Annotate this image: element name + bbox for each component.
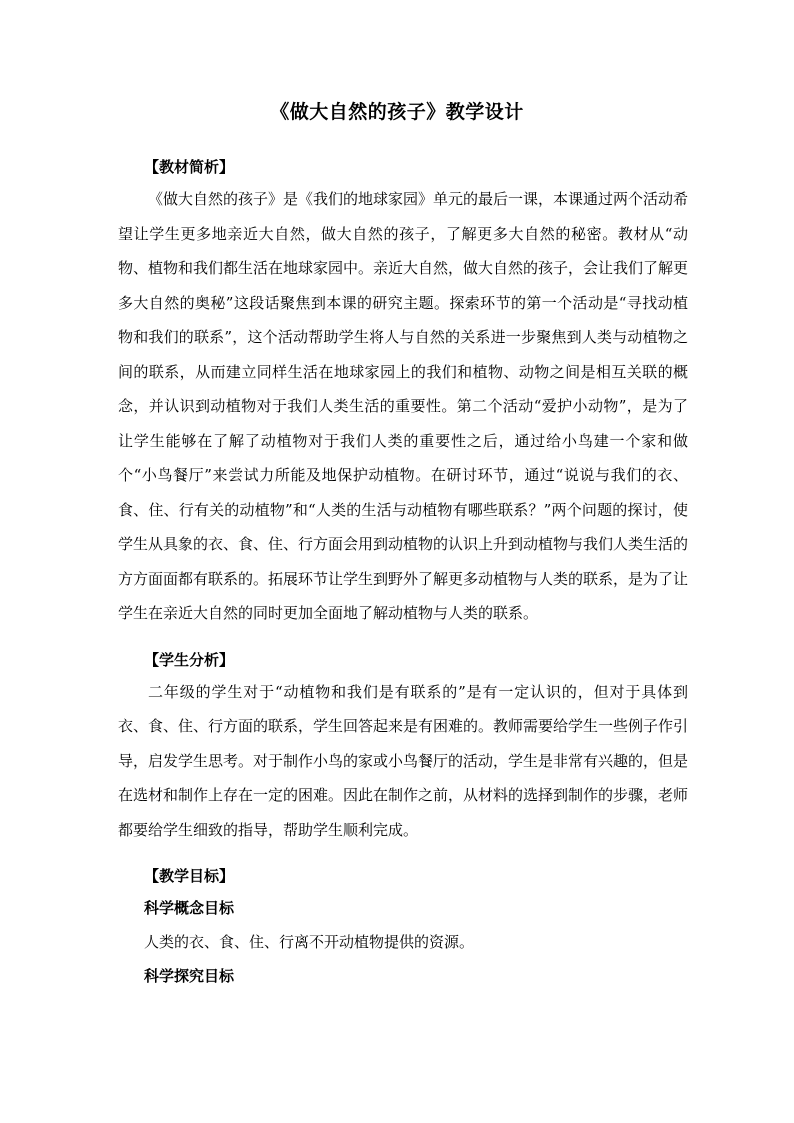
student-analysis-paragraph: 二年级的学生对于“动植物和我们是有联系的”是有一定认识的，但对于具体到衣、食、住、行方面的联系，学生回答起来是有困难的。教师需要给学生一些例子作引导，启发学生思考。对于制作小鸟的家或小鸟餐厅的活动，学生是非常有兴趣的，但是在选材和制作上存在一定的困难。因此在制作之前，从材料的选择到制作的步骤，老师都要给学生细致的指导，帮助学生顺利完成。 xyxy=(118,682,689,839)
concept-goal-heading: 科学概念目标 xyxy=(144,899,235,917)
textbook-analysis-paragraph: 《做大自然的孩子》是《我们的地球家园》单元的最后一课，本课通过两个活动希望让学生更多地亲近大自然，做大自然的孩子，了解更多大自然的秘密。教材从“动物、植物和我们都生活在地球家园中。亲近大自然，做大自然的孩子，会让我们了解更多大自然的奥秘”这段话聚焦到本课的研究主题。探索环节的第一个活动是“寻找动植物和我们的联系”，这个活动帮助学生将人与自然的关系进一步聚焦到人类与动植物之间的联系，从而建立同样生活在地球家园上的我们和植物、动物之间是相互关联的概念，并认识到动植物对于我们人类生活的重要性。第二个活动“爱护小动物”，是为了让学生能够在了解了动植物对于我们人类的重要性之后，通过给小鸟建一个家和做个“小鸟餐厅”来尝试力所能及地保护动植物。在研讨环节，通过“说说与我们的衣、食、住、行有关的动植物”和“人类的生活与动植物有哪些联系？”两个问题的探讨，使学生从具象的衣、食、住、行方面会用到动植物的认识上升到动植物与我们人类生活的方方面面都有联系的。拓展环节让学生到野外了解更多动植物与人类的联系，是为了让学生在亲近大自然的同时更加全面地了解动植物与人类的联系。 xyxy=(118,190,689,622)
section-heading-student-analysis: 【学生分析】 xyxy=(144,650,235,669)
document-body xyxy=(118,152,688,993)
concept-goal-text: 人类的衣、食、住、行离不开动植物提供的资源。 xyxy=(144,933,475,951)
section-heading-textbook-analysis: 【教材简析】 xyxy=(144,158,235,176)
document-title: 《做大自然的孩子》教学设计 xyxy=(270,101,524,123)
inquiry-goal-heading: 科学探究目标 xyxy=(144,967,235,985)
section-heading-teaching-goals: 【教学目标】 xyxy=(144,867,235,885)
